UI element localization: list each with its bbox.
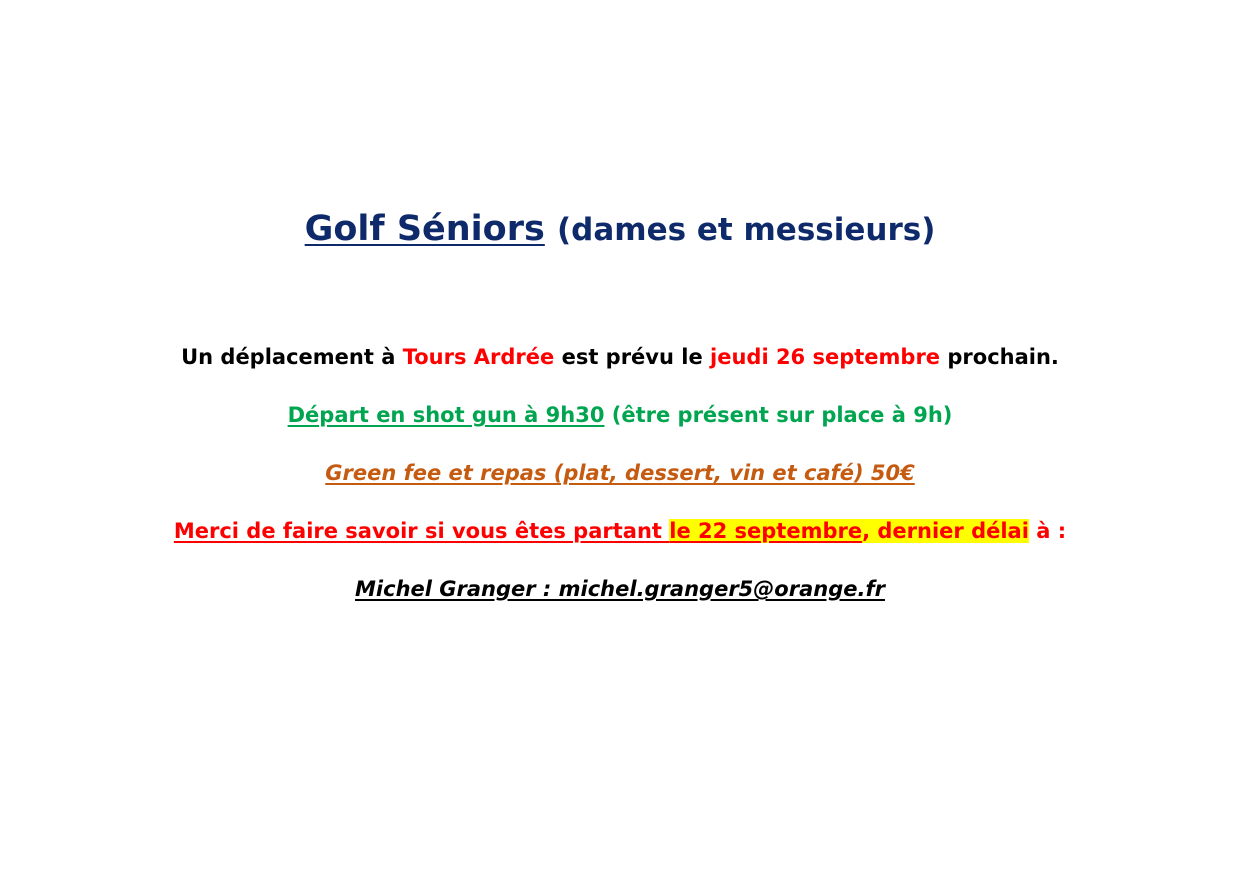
- reply-highlight: [669, 519, 1029, 543]
- reply-deadline: le 22 septembre: [669, 519, 863, 543]
- page-title: [0, 206, 1240, 253]
- title-subtitle: (dames et messieurs): [557, 212, 936, 248]
- contact-text: Michel Granger : michel.granger5@orange.fr: [355, 577, 885, 601]
- announcement-text-2: est prévu le: [554, 345, 711, 369]
- departure-line: [0, 400, 1240, 430]
- reply-text-3: à :: [1028, 519, 1067, 543]
- departure-main: Départ en shot gun à 9h30: [287, 403, 605, 427]
- title-main: Golf Séniors: [304, 209, 545, 249]
- fee-line: [0, 458, 1240, 488]
- contact-line: [0, 574, 1240, 604]
- departure-note: (être présent sur place à 9h): [604, 403, 953, 427]
- announcement-place: Tours Ardrée: [402, 345, 555, 369]
- announcement-text-1: Un déplacement à: [181, 345, 403, 369]
- reply-text-2: , dernier délai: [862, 519, 1029, 543]
- announcement-line: [0, 342, 1240, 372]
- announcement-date: jeudi 26 septembre: [710, 345, 941, 369]
- announcement-text-3: prochain.: [940, 345, 1059, 369]
- reply-line: [0, 516, 1240, 546]
- fee-text: Green fee et repas (plat, dessert, vin et café) 50€: [325, 461, 915, 485]
- reply-text-1: Merci de faire savoir si vous êtes partant: [173, 519, 670, 543]
